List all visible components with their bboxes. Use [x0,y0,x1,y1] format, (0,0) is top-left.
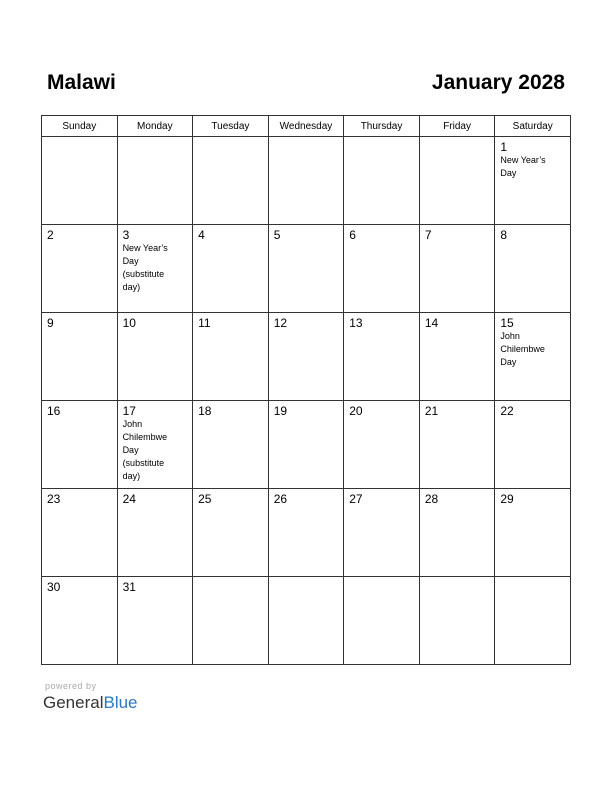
day-number: 8 [500,228,508,242]
day-number: 3 [122,228,130,242]
day-number: 13 [349,316,363,330]
week-row [42,489,571,577]
day-cell [495,313,571,401]
day-cell [344,313,420,401]
day-cell [117,577,193,665]
day-number: 31 [122,580,136,594]
weekday-header-thursday: Thursday [344,116,420,137]
holiday-label: New Year’s Day [500,155,546,178]
day-cell [344,225,420,313]
empty-day-cell [419,137,495,225]
holiday-label: New Year’s Day (substitute day) [122,243,168,292]
weekday-header-wednesday: Wednesday [268,116,344,137]
day-number: 5 [273,228,281,242]
day-cell [419,313,495,401]
day-cell [42,225,118,313]
empty-day-cell [495,577,571,665]
weekday-header-row [42,116,571,137]
day-cell [268,489,344,577]
day-number: 29 [500,492,514,506]
day-number: 22 [500,404,514,418]
day-number: 21 [424,404,439,418]
empty-day-cell [193,137,269,225]
day-cell [42,401,118,489]
day-cell [117,225,193,313]
empty-day-cell [419,577,495,665]
month-title: January 2028 [431,71,565,94]
day-number: 16 [47,404,61,418]
day-number: 12 [273,316,288,330]
day-cell [42,577,118,665]
empty-day-cell [42,137,118,225]
day-number: 17 [122,404,136,418]
day-number: 4 [198,228,205,242]
day-cell [495,137,571,225]
day-number: 15 [500,316,514,330]
weekday-header-tuesday: Tuesday [193,116,269,137]
day-cell [495,489,571,577]
generalblue-logo[interactable] [43,693,138,713]
empty-day-cell [117,137,193,225]
week-row [42,313,571,401]
weekday-header-monday: Monday [117,116,193,137]
week-row [42,401,571,489]
day-number: 26 [273,492,288,506]
week-row [42,225,571,313]
logo-blue-text: Blue [103,693,138,712]
day-cell [193,313,269,401]
empty-day-cell [268,137,344,225]
day-number: 27 [349,492,363,506]
day-cell [495,401,571,489]
day-number: 11 [198,316,211,330]
day-number: 25 [198,492,212,506]
empty-day-cell [193,577,269,665]
day-number: 2 [47,228,54,242]
week-row [42,577,571,665]
day-number: 24 [122,492,136,506]
day-number: 30 [47,580,61,594]
day-cell [42,313,118,401]
weekday-header-friday: Friday [419,116,495,137]
week-row [42,137,571,225]
empty-day-cell [344,577,420,665]
day-cell [42,489,118,577]
logo-general-text: General [43,693,104,712]
calendar-grid [41,115,571,665]
day-number: 23 [47,492,61,506]
weekday-header-saturday: Saturday [495,116,571,137]
day-cell [193,401,269,489]
day-cell [344,489,420,577]
day-number: 9 [47,316,54,330]
country-title: Malawi [47,71,116,94]
holiday-label: John Chilembwe Day [500,331,545,367]
day-cell [117,489,193,577]
weekday-header-sunday: Sunday [42,116,118,137]
day-number: 1 [500,140,508,154]
branding [43,681,138,713]
day-cell [268,225,344,313]
day-cell [419,225,495,313]
day-number: 7 [424,228,432,242]
empty-day-cell [268,577,344,665]
day-cell [268,313,344,401]
day-number: 6 [349,228,356,242]
day-cell [419,489,495,577]
day-number: 14 [424,316,439,330]
day-cell [117,313,193,401]
day-cell [419,401,495,489]
day-cell [193,225,269,313]
holiday-label: John Chilembwe Day (substitute day) [122,419,168,481]
empty-day-cell [344,137,420,225]
day-cell [193,489,269,577]
day-number: 19 [273,404,288,418]
day-number: 18 [198,404,212,418]
day-cell [268,401,344,489]
day-cell [495,225,571,313]
powered-by-text: powered by [45,681,97,691]
day-number: 20 [349,404,363,418]
day-number: 10 [122,316,136,330]
day-cell [344,401,420,489]
day-cell [117,401,193,489]
day-number: 28 [424,492,439,506]
